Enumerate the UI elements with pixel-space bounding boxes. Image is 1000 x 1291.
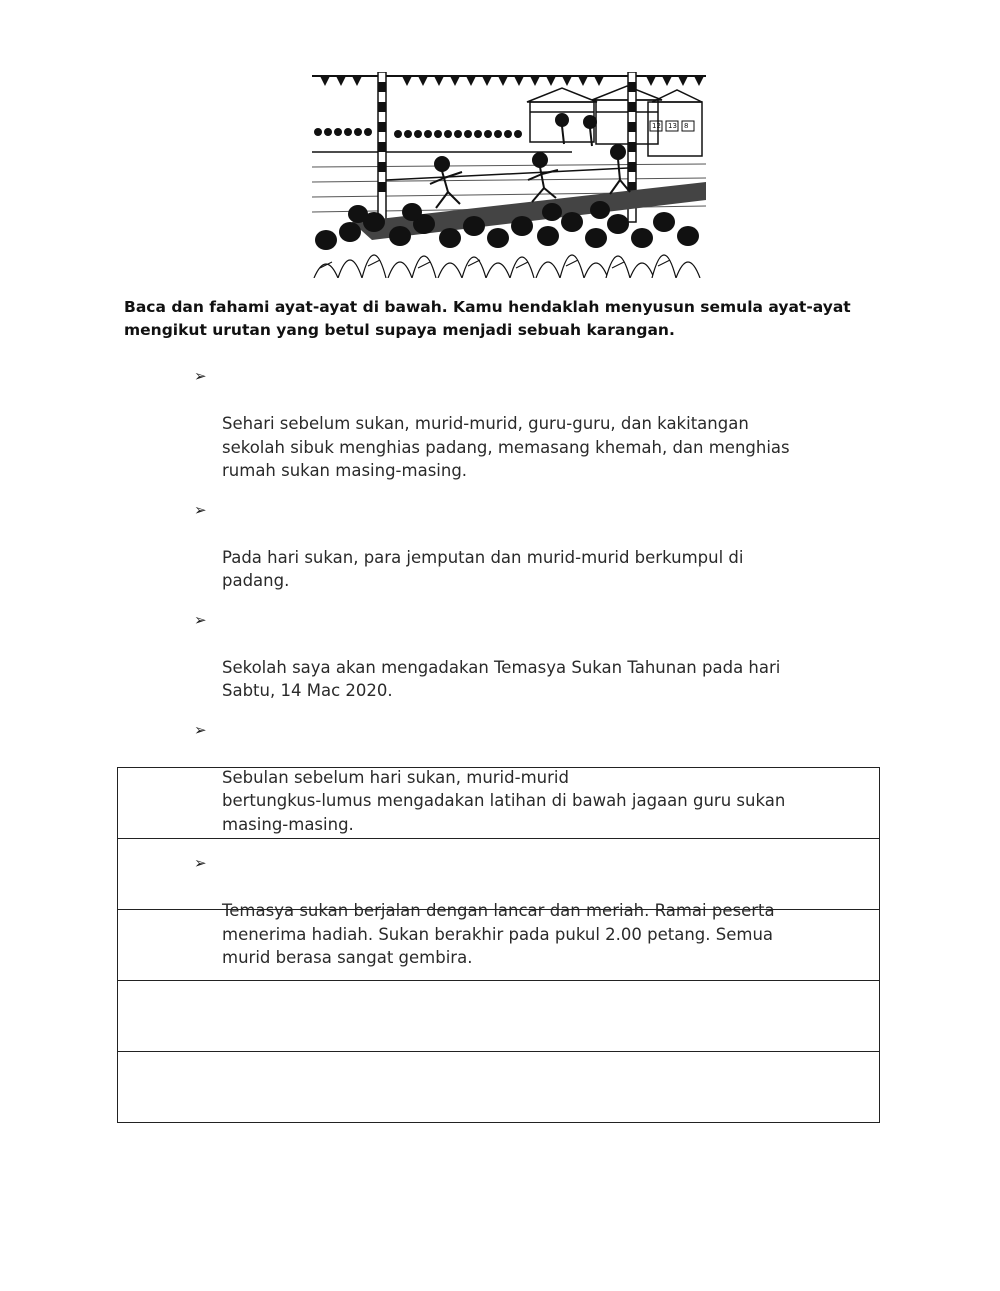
answer-box-1[interactable] xyxy=(118,768,880,839)
table-row xyxy=(118,1052,880,1123)
answer-table xyxy=(117,767,880,1123)
sentence-text: Temasya sukan berjalan dengan lancar dan meriah. Ramai peserta menerima hadiah. Sukan berakhir pada pukul 2.00 petang. Semua murid berasa sangat gembira. xyxy=(222,901,775,967)
sentence-text: Pada hari sukan, para jemputan dan murid-murid berkumpul di padang. xyxy=(222,547,744,590)
table-row xyxy=(118,981,880,1052)
house-number-3: 8 xyxy=(684,122,689,130)
sports-day-illustration xyxy=(312,72,706,278)
arrow-bullet-icon: ➢ xyxy=(194,610,207,629)
arrow-bullet-icon: ➢ xyxy=(194,720,207,739)
list-item xyxy=(192,609,872,703)
arrow-bullet-icon: ➢ xyxy=(194,854,207,872)
instruction-text: Baca dan fahami ayat-ayat di bawah. Kamu hendaklah menyusun semula ayat-ayat mengikut urutan yang betul supaya menjadi sebuah karangan. xyxy=(124,298,851,339)
house-number-1: 12 xyxy=(652,122,661,130)
house-number-2: 13 xyxy=(668,122,677,130)
list-item xyxy=(192,499,872,593)
answer-box-4[interactable] xyxy=(118,981,880,1052)
answer-box-2[interactable] xyxy=(118,839,880,910)
table-row xyxy=(118,839,880,910)
answer-box-3[interactable] xyxy=(118,910,880,981)
sentence-text: Sebulan sebelum hari sukan, murid-murid bertungkus-lumus mengadakan latihan di bawah jagaan guru sukan masing-masing. xyxy=(222,767,786,834)
sentence-text: Sehari sebelum sukan, murid-murid, guru-guru, dan kakitangan sekolah sibuk menghias padang, memasang khemah, dan menghias rumah sukan masing-masing. xyxy=(222,414,790,480)
table-row xyxy=(118,768,880,839)
arrow-bullet-icon: ➢ xyxy=(194,367,207,385)
arrow-bullet-icon: ➢ xyxy=(194,500,207,519)
sentence-text: Sekolah saya akan mengadakan Temasya Sukan Tahunan pada hari Sabtu, 14 Mac 2020. xyxy=(222,657,781,700)
answer-box-5[interactable] xyxy=(118,1052,880,1123)
list-item xyxy=(192,365,872,483)
table-row xyxy=(118,910,880,981)
